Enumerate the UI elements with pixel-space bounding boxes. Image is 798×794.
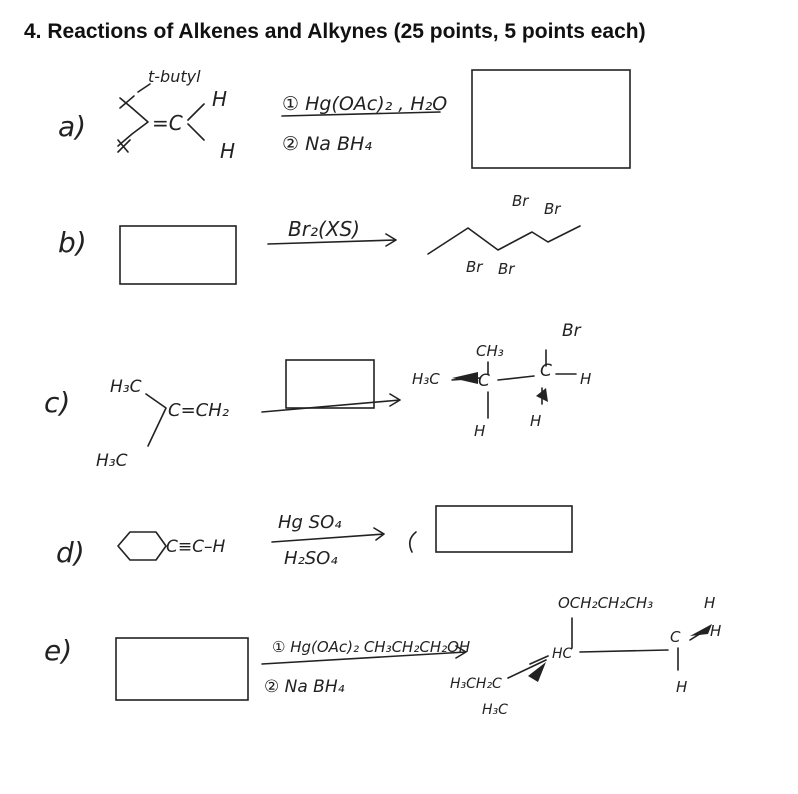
h-label: H [704, 594, 716, 612]
answer-box[interactable] [436, 506, 572, 552]
problem-label: d) [56, 536, 85, 569]
methyl-label: CH₃ [476, 342, 504, 360]
substituent-bonds [146, 394, 166, 446]
carbon-label: C [670, 628, 681, 646]
problem-label: e) [44, 634, 73, 667]
left-bonds [118, 108, 148, 146]
reagent-line: ② Na BH₄ [264, 677, 345, 697]
problem-label: a) [58, 110, 87, 143]
ch-label: HC [552, 646, 573, 662]
x-mark [120, 96, 134, 108]
methyl-label: H₃C [482, 702, 508, 718]
br-label: Br [512, 192, 529, 210]
problem-e [44, 594, 721, 718]
h-label: H [580, 370, 592, 388]
right-bonds [188, 104, 204, 140]
answer-box[interactable] [116, 638, 248, 700]
h-label: H [530, 412, 542, 430]
ether-label: OCH₂CH₂CH₃ [558, 594, 654, 612]
answer-box[interactable] [120, 226, 236, 284]
reagent-line: ① Hg(OAc)₂ , H₂O [282, 93, 448, 115]
problem-label: c) [44, 386, 71, 419]
alkyne-label: C≡C–H [166, 537, 226, 557]
product-bonds [452, 350, 576, 418]
svg-text:=C: =C [152, 111, 183, 135]
wedge-bond [452, 372, 478, 384]
question-title: 4. Reactions of Alkenes and Alkynes (25 points, 5 points each) [24, 20, 646, 43]
reagent-line: ② Na BH₄ [282, 133, 372, 155]
carbon-label: C [540, 361, 552, 381]
problem-a [58, 67, 630, 168]
answer-box[interactable] [472, 70, 630, 168]
methyl-label: H₃C [412, 370, 440, 388]
br-label: Br [544, 200, 561, 218]
problem-label: b) [58, 226, 87, 259]
alkene-label: C=CH₂ [168, 400, 229, 421]
methyl-label: H₃C [96, 451, 128, 471]
substituent-label: t-butyl [148, 67, 201, 86]
br-label: Br [466, 258, 483, 276]
wedge-bond [690, 624, 712, 636]
reagent-line: H₂SO₄ [284, 548, 338, 569]
reagent-line: ① Hg(OAc)₂ CH₃CH₂CH₂OH [272, 638, 471, 656]
methyl-label: H₃C [110, 377, 142, 397]
carbon-label: C [478, 371, 490, 391]
problem-d [56, 506, 572, 569]
answer-box[interactable] [286, 360, 374, 408]
h-label: H [710, 622, 722, 640]
ethyl-label: H₃CH₂C [450, 676, 502, 692]
h-label: H [220, 139, 236, 163]
h-label: H [676, 678, 688, 696]
br-label: Br [562, 321, 581, 341]
reagent-line: Hg SO₄ [278, 512, 342, 533]
h-label: H [474, 422, 486, 440]
h-label: H [212, 87, 228, 111]
product-bonds [572, 618, 706, 670]
br-label: Br [498, 260, 515, 278]
problem-b [58, 192, 580, 284]
reagent-line: Br₂(XS) [288, 217, 360, 241]
problem-c [44, 321, 591, 471]
cyclohexane-ring [118, 532, 166, 560]
product-skeleton [428, 226, 580, 254]
